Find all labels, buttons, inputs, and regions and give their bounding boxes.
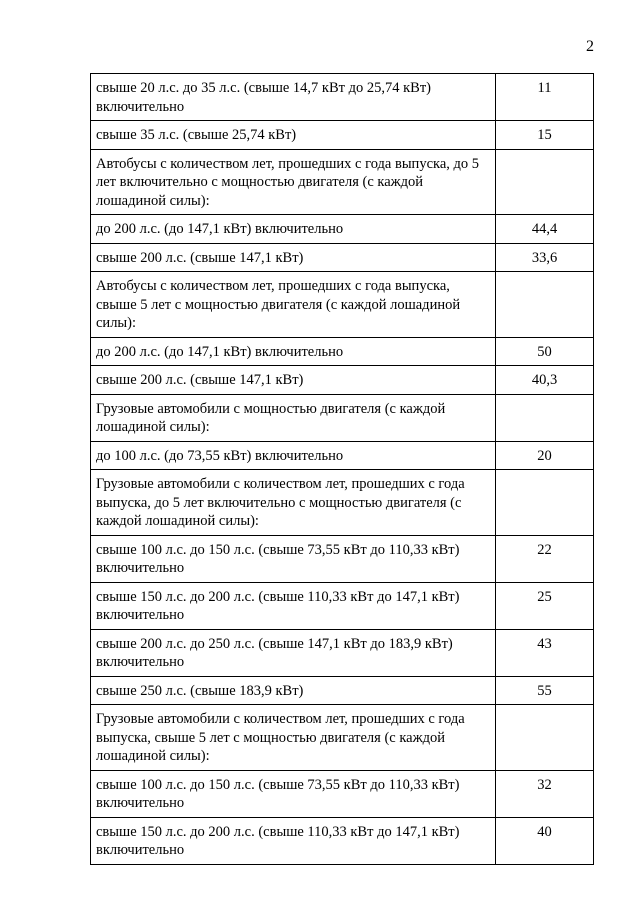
row-rate: 32 (496, 770, 594, 817)
row-rate (496, 394, 594, 441)
row-description: свыше 200 л.с. (свыше 147,1 кВт) (91, 366, 496, 395)
table-row (91, 770, 594, 817)
row-description: Грузовые автомобили с количеством лет, прошедших с года выпуска, свыше 5 лет с мощностью двигателя (с каждой лошадиной силы): (91, 705, 496, 771)
row-description: свыше 200 л.с. до 250 л.с. (свыше 147,1 кВт до 183,9 кВт) включительно (91, 629, 496, 676)
row-rate: 25 (496, 582, 594, 629)
row-description: Автобусы с количеством лет, прошедших с года выпуска, свыше 5 лет с мощностью двигателя (с каждой лошадиной силы): (91, 272, 496, 338)
table-row (91, 817, 594, 864)
row-description: свыше 250 л.с. (свыше 183,9 кВт) (91, 676, 496, 705)
row-rate (496, 272, 594, 338)
row-description: свыше 200 л.с. (свыше 147,1 кВт) (91, 243, 496, 272)
tax-rate-table (90, 73, 594, 865)
row-description: свыше 150 л.с. до 200 л.с. (свыше 110,33 кВт до 147,1 кВт) включительно (91, 817, 496, 864)
row-description: свыше 100 л.с. до 150 л.с. (свыше 73,55 кВт до 110,33 кВт) включительно (91, 535, 496, 582)
row-description: свыше 20 л.с. до 35 л.с. (свыше 14,7 кВт до 25,74 кВт) включительно (91, 74, 496, 121)
table-row (91, 582, 594, 629)
row-rate: 40 (496, 817, 594, 864)
row-rate: 55 (496, 676, 594, 705)
row-rate: 22 (496, 535, 594, 582)
table-row (91, 535, 594, 582)
row-rate: 44,4 (496, 215, 594, 244)
table-row (91, 121, 594, 150)
row-description: свыше 100 л.с. до 150 л.с. (свыше 73,55 кВт до 110,33 кВт) включительно (91, 770, 496, 817)
table-row (91, 243, 594, 272)
row-rate: 50 (496, 337, 594, 366)
tax-rate-table-body (91, 74, 594, 865)
row-description: до 100 л.с. (до 73,55 кВт) включительно (91, 441, 496, 470)
row-rate (496, 470, 594, 536)
row-description: Грузовые автомобили с мощностью двигателя (с каждой лошадиной силы): (91, 394, 496, 441)
table-row (91, 215, 594, 244)
table-row (91, 705, 594, 771)
table-row (91, 394, 594, 441)
row-description: Грузовые автомобили с количеством лет, прошедших с года выпуска, до 5 лет включительно с мощностью двигателя (с каждой лошадиной силы): (91, 470, 496, 536)
row-rate: 20 (496, 441, 594, 470)
page-number: 2 (586, 38, 594, 55)
row-description: свыше 35 л.с. (свыше 25,74 кВт) (91, 121, 496, 150)
row-description: до 200 л.с. (до 147,1 кВт) включительно (91, 215, 496, 244)
table-row (91, 149, 594, 215)
row-rate (496, 149, 594, 215)
table-row (91, 366, 594, 395)
row-rate: 33,6 (496, 243, 594, 272)
row-rate: 40,3 (496, 366, 594, 395)
row-description: свыше 150 л.с. до 200 л.с. (свыше 110,33 кВт до 147,1 кВт) включительно (91, 582, 496, 629)
row-rate: 11 (496, 74, 594, 121)
table-row (91, 629, 594, 676)
table-row (91, 676, 594, 705)
row-rate: 15 (496, 121, 594, 150)
table-row (91, 337, 594, 366)
row-rate (496, 705, 594, 771)
row-rate: 43 (496, 629, 594, 676)
table-row (91, 470, 594, 536)
row-description: до 200 л.с. (до 147,1 кВт) включительно (91, 337, 496, 366)
table-row (91, 272, 594, 338)
row-description: Автобусы с количеством лет, прошедших с года выпуска, до 5 лет включительно с мощностью двигателя (с каждой лошадиной силы): (91, 149, 496, 215)
table-row (91, 441, 594, 470)
table-row (91, 74, 594, 121)
